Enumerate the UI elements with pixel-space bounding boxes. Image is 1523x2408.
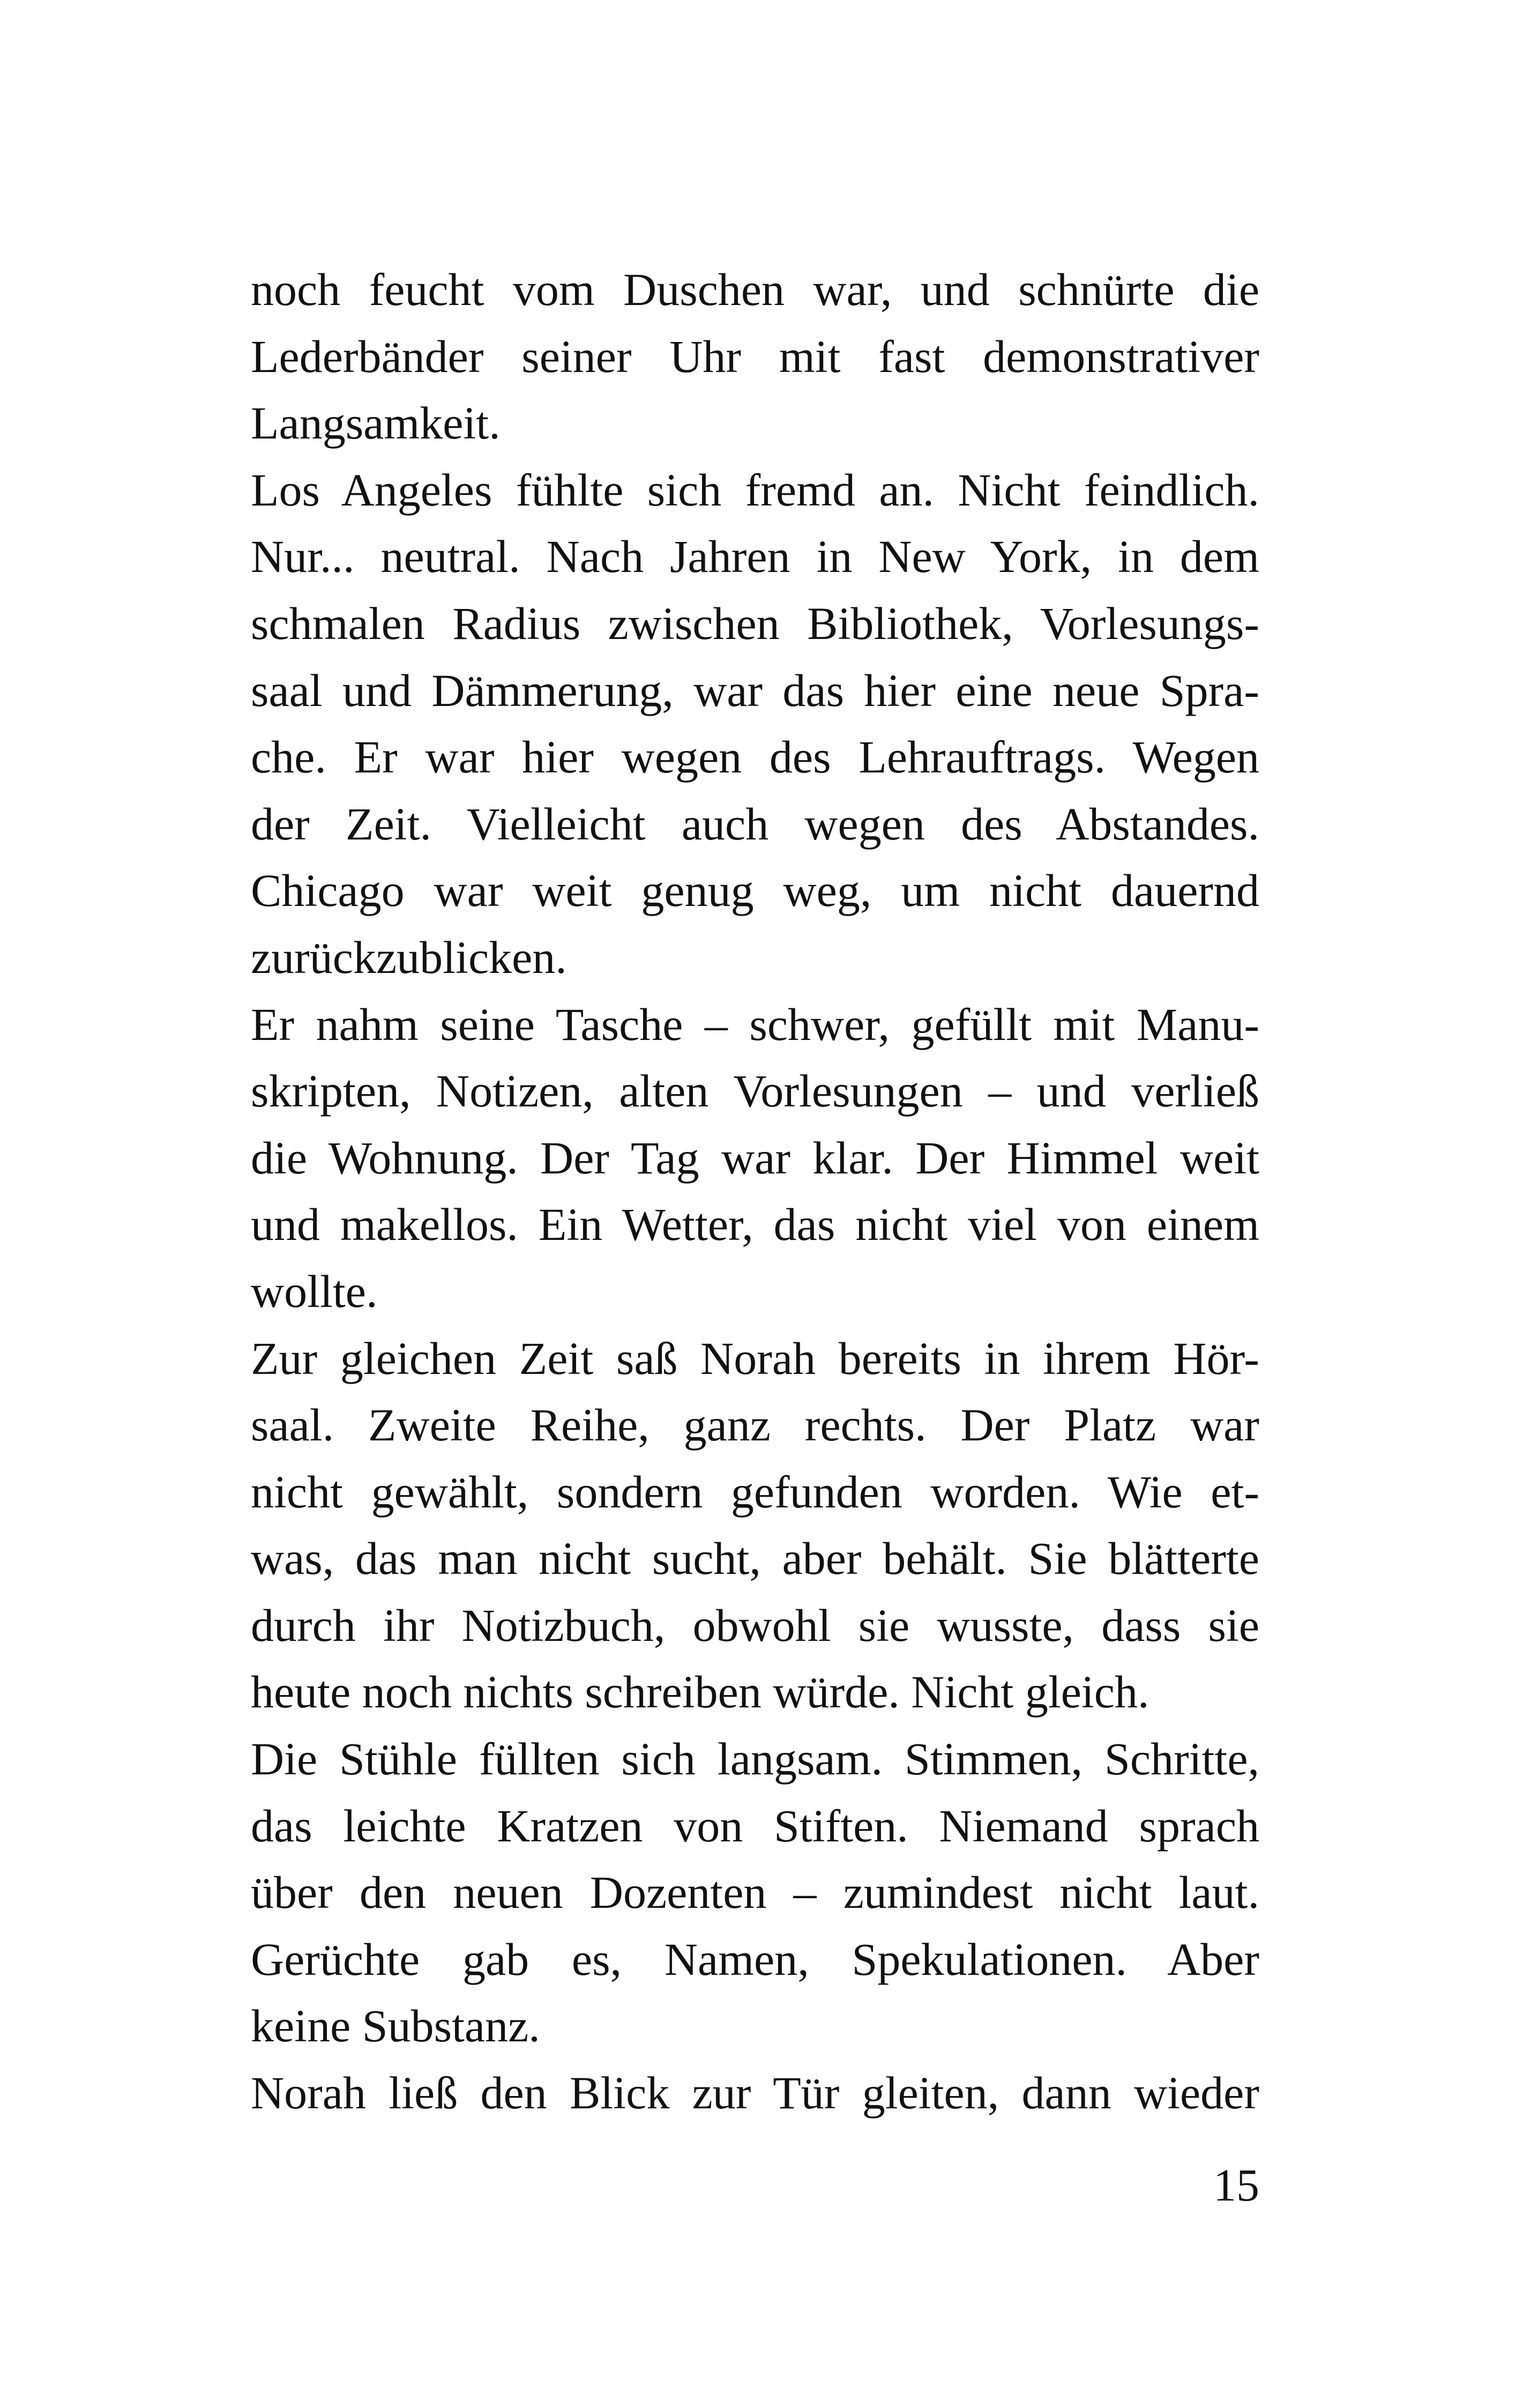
text-line: Gerüchte gab es, Namen, Spekulationen. Aber <box>251 1933 1259 1985</box>
text-line: zurückzublicken. <box>251 931 567 983</box>
text-line: der Zeit. Vielleicht auch wegen des Abstandes. <box>251 798 1259 850</box>
body-text <box>251 256 1259 2127</box>
page-number: 15 <box>1213 2159 1259 2211</box>
text-line: Die Stühle füllten sich langsam. Stimmen, Schritte, <box>251 1733 1259 1785</box>
text-line: heute noch nichts schreiben würde. Nicht gleich. <box>251 1666 1149 1718</box>
text-line: was, das man nicht sucht, aber behält. Sie blätterte <box>251 1533 1259 1585</box>
text-line: saal. Zweite Reihe, ganz rechts. Der Platz war <box>251 1399 1259 1451</box>
text-line: Er nahm seine Tasche – schwer, gefüllt mit Manu- <box>251 998 1259 1050</box>
text-line: Lederbänder seiner Uhr mit fast demonstrativer <box>251 330 1259 382</box>
text-line: schmalen Radius zwischen Bibliothek, Vorlesungs- <box>251 597 1259 649</box>
text-line: che. Er war hier wegen des Lehrauftrags. Wegen <box>251 731 1259 783</box>
text-line: über den neuen Dozenten – zumindest nicht laut. <box>251 1867 1259 1919</box>
text-line: die Wohnung. Der Tag war klar. Der Himmel weit <box>251 1132 1259 1184</box>
text-line: saal und Dämmerung, war das hier eine neue Spra- <box>251 664 1259 716</box>
text-line: noch feucht vom Duschen war, und schnürte die <box>251 264 1259 315</box>
text-line: Zur gleichen Zeit saß Norah bereits in ihrem Hör- <box>251 1332 1259 1384</box>
text-line: Los Angeles fühlte sich fremd an. Nicht feindlich. <box>251 464 1259 516</box>
text-line: Norah ließ den Blick zur Tür gleiten, dann wieder <box>251 2067 1259 2119</box>
text-line: skripten, Notizen, alten Vorlesungen – und verließ <box>251 1065 1259 1117</box>
text-line: nicht gewählt, sondern gefunden worden. Wie et- <box>251 1466 1259 1518</box>
text-line: Langsamkeit. <box>251 397 501 449</box>
text-line: keine Substanz. <box>251 2000 540 2052</box>
text-line: und makellos. Ein Wetter, das nicht viel von einem <box>251 1199 1259 1251</box>
text-line: Chicago war weit genug weg, um nicht dauernd <box>251 865 1259 917</box>
text-line: das leichte Kratzen von Stiften. Niemand sprach <box>251 1800 1259 1852</box>
text-line: durch ihr Notizbuch, obwohl sie wusste, dass sie <box>251 1599 1259 1651</box>
text-line: Nur... neutral. Nach Jahren in New York, in dem <box>251 531 1259 583</box>
text-line: wollte. <box>251 1265 378 1317</box>
